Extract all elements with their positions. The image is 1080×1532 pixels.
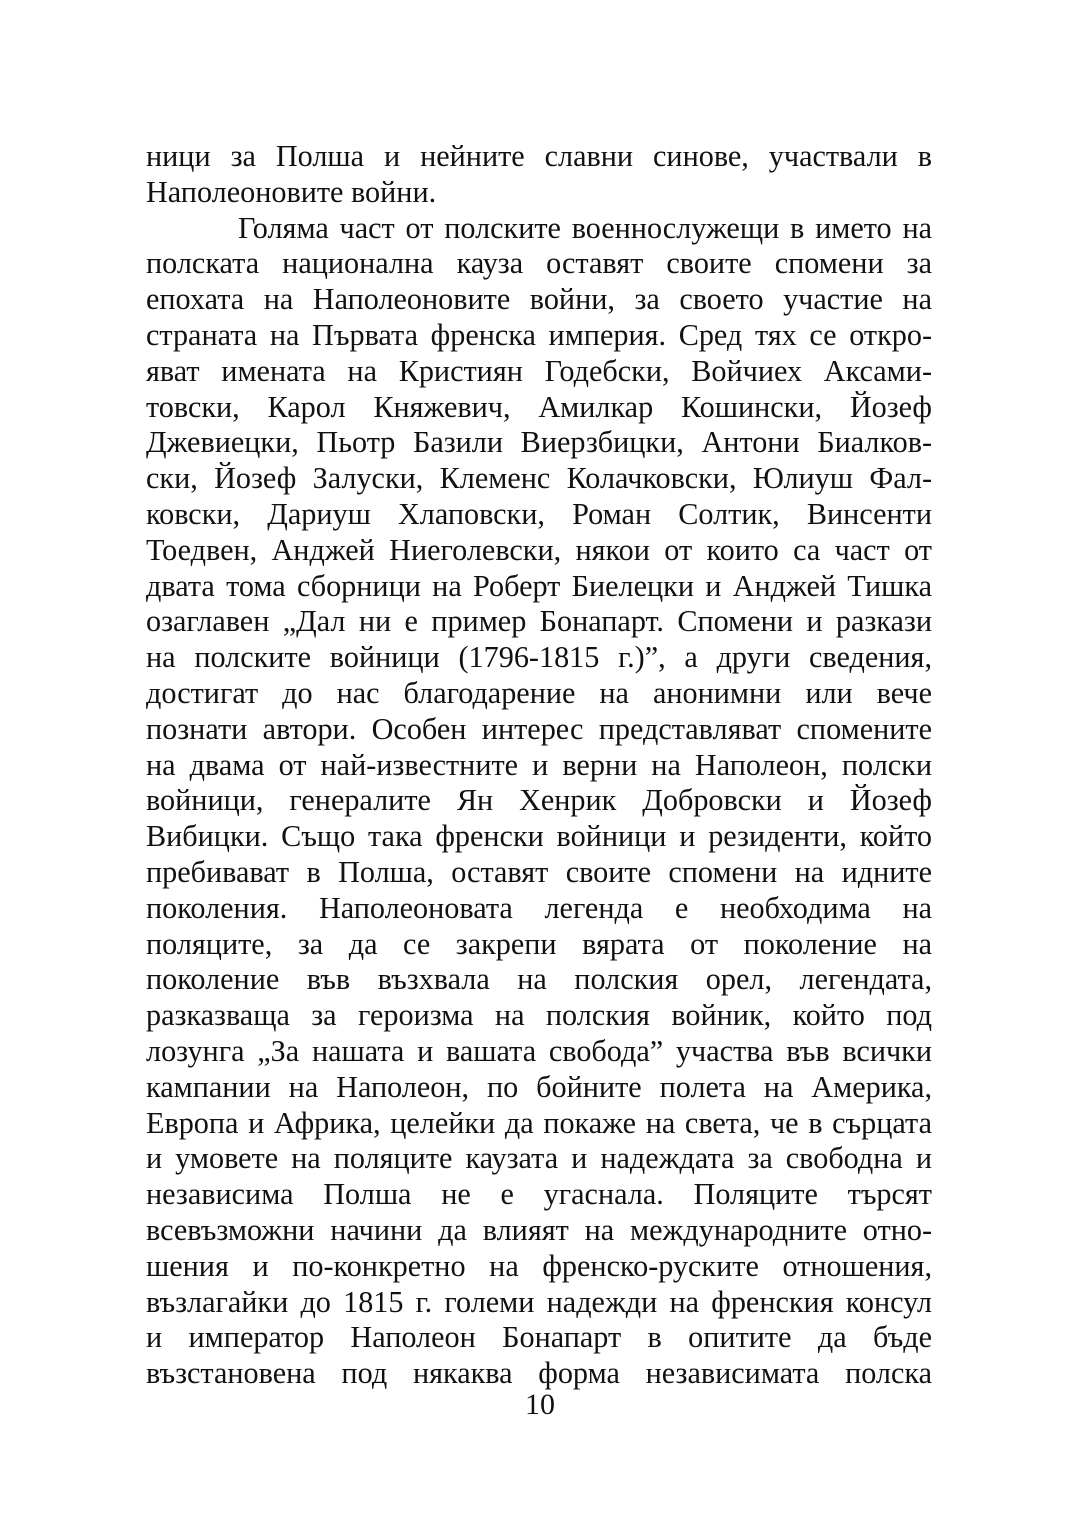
- text-line: на двама от най-известните и верни на Наполеон, полски: [146, 747, 932, 782]
- text-line: ковски, Дариуш Хлаповски, Роман Солтик, Винсенти: [146, 496, 932, 531]
- text-line: Голяма част от полските военнослужещи в името на: [238, 210, 932, 245]
- text-line: кампании на Наполеон, по бойните полета на Америка,: [146, 1069, 932, 1104]
- text-line: независима Полша не е угаснала. Поляците търсят: [146, 1177, 932, 1212]
- page-number: 10: [525, 1388, 555, 1421]
- text-line: възлагайки до 1815 г. големи надежди на френския консул: [146, 1284, 932, 1319]
- text-line: товски, Карол Княжевич, Амилкар Кошински, Йозеф: [146, 389, 932, 424]
- text-line: войници, генералите Ян Хенрик Добровски и Йозеф: [146, 783, 932, 818]
- text-line: пребивават в Полша, оставят своите спомени на идните: [146, 854, 932, 889]
- text-line: и император Наполеон Бонапарт в опитите да бъде: [146, 1320, 932, 1355]
- text-line: на полските войници (1796-1815 г.)”, а други сведения,: [146, 640, 932, 675]
- text-line: възстановена под някаква форма независимата полска: [146, 1356, 932, 1391]
- text-line: лозунга „За нашата и вашата свобода” участва във всички: [146, 1033, 932, 1068]
- text-line: полската национална кауза оставят своите спомени за: [146, 246, 932, 281]
- text-line: яват имената на Кристиян Годебски, Войчиех Аксами-: [146, 353, 932, 388]
- text-line: достигат до нас благодарение на анонимни или вече: [146, 675, 932, 710]
- text-line: поколение във възхвала на полския орел, легендата,: [146, 962, 932, 997]
- text-line: познати автори. Особен интерес представляват спомените: [146, 711, 932, 746]
- text-line: двата тома сборници на Роберт Биелецки и Анджей Тишка: [146, 568, 932, 603]
- text-line: шения и по-конкретно на френско-руските отношения,: [146, 1248, 932, 1283]
- text-line: Тоедвен, Анджей Ниеголевски, някои от които са част от: [146, 532, 932, 567]
- text-line: озаглавен „Дал ни е пример Бонапарт. Спомени и разкази: [146, 604, 932, 639]
- text-line: ски, Йозеф Залуски, Клеменс Колачковски, Юлиуш Фал-: [146, 461, 932, 496]
- text-line: страната на Първата френска империя. Сред тях се откро-: [146, 317, 932, 352]
- text-line: Наполеоновите войни.: [146, 174, 437, 209]
- page-body-text: [146, 139, 932, 1392]
- text-line: Джевиецки, Пьотр Базили Виерзбицки, Антони Биалков-: [146, 425, 932, 460]
- text-line: епохата на Наполеоновите войни, за своето участие на: [146, 282, 932, 317]
- text-line: поколения. Наполеоновата легенда е необходима на: [146, 890, 932, 925]
- text-line: поляците, за да се закрепи вярата от поколение на: [146, 926, 932, 961]
- text-line: Европа и Африка, целейки да покаже на света, че в сърцата: [146, 1105, 932, 1140]
- text-line: ници за Полша и нейните славни синове, участвали в: [146, 139, 932, 173]
- text-line: Вибицки. Също така френски войници и резиденти, който: [146, 819, 932, 854]
- text-line: всевъзможни начини да влияят на международните отно-: [146, 1212, 932, 1247]
- text-line: разказваща за героизма на полския войник, който под: [146, 998, 932, 1033]
- text-line: и умовете на поляците каузата и надеждата за свободна и: [146, 1141, 932, 1176]
